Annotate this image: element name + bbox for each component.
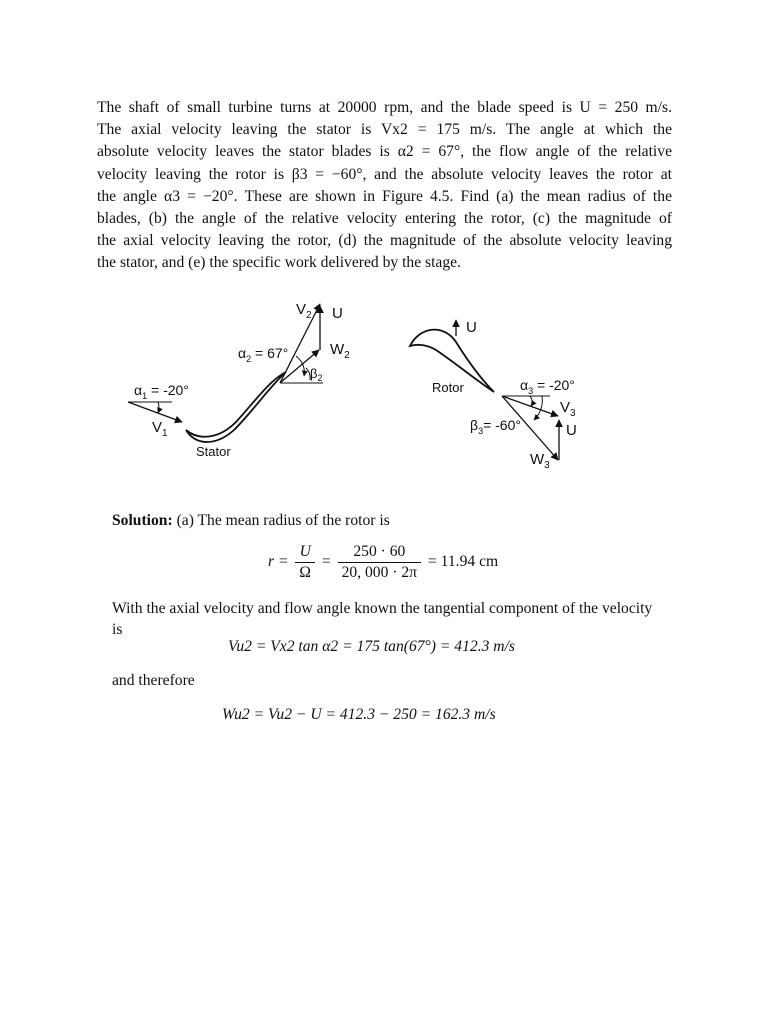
rotor-label: Rotor: [432, 380, 464, 395]
u-label-stator: U: [332, 305, 343, 322]
stator-blade: [186, 372, 286, 442]
v3-label: $V_3$: [560, 399, 576, 419]
eq1-f2-numerator: 250 · 60: [338, 542, 421, 563]
w3-label: $W_3$: [530, 451, 550, 471]
problem-line-7: the axial velocity leaving the rotor, (d) the magnitude of the absolute velocity leaving: [97, 232, 672, 250]
w2-label: $W_2$: [330, 341, 350, 361]
velocity-triangle-figure: [110, 298, 590, 478]
equation-tangential-velocity: Vu2 = Vx2 tan α2 = 175 tan(67°) = 412.3 m/s: [228, 638, 515, 655]
alpha2-label: $\alpha_2 = 67^\circ$: [238, 345, 289, 364]
problem-line-4: velocity leaving the rotor is β3 = −60°, and the absolute velocity leaves the rotor at: [97, 165, 672, 183]
solution-intro: [112, 510, 390, 531]
solution-text-3: and therefore: [112, 672, 195, 689]
beta3-label: $\beta_3= -60^\circ$: [470, 417, 521, 436]
problem-line-8: the stator, and (e) the specific work delivered by the stage.: [97, 254, 461, 272]
problem-line-1: The shaft of small turbine turns at 20000 rpm, and the blade speed is U = 250 m/s.: [97, 99, 672, 116]
stator-label: Stator: [196, 444, 231, 459]
problem-line-5: the angle α3 = −20°. These are shown in Figure 4.5. Find (a) the mean radius of the: [97, 187, 672, 205]
problem-line-3: absolute velocity leaves the stator blades is α2 = 67°, the flow angle of the relative: [97, 143, 672, 161]
v2-label: $V_2$: [296, 301, 312, 321]
problem-statement: [97, 97, 672, 275]
alpha1-label: $\alpha_1 = -20^\circ$: [134, 382, 189, 401]
text2-line-1: With the axial velocity and flow angle known the tangential component of the velocity: [112, 600, 653, 617]
eq1-f2-denominator: 20, 000 · 2π: [341, 564, 418, 581]
equation-relative-tangential: Wu2 = Vu2 − U = 412.3 − 250 = 162.3 m/s: [222, 706, 496, 723]
solution-heading: Solution:: [112, 512, 173, 529]
solution-text-2: [112, 598, 672, 640]
solution-intro-text: (a) The mean radius of the rotor is: [176, 512, 390, 529]
eq1-f1-denominator: Ω: [299, 564, 311, 581]
problem-line-2: The axial velocity leaving the stator is Vx2 = 175 m/s. The angle at which the: [97, 121, 672, 139]
alpha3-label: $\alpha_3 = -20^\circ$: [520, 377, 575, 396]
v1-label: $V_1$: [152, 419, 168, 439]
beta2-label: $\beta_2$: [310, 366, 323, 383]
eq1-lhs: r =: [268, 553, 289, 571]
eq1-rhs: = 11.94 cm: [427, 553, 499, 571]
equation-mean-radius: r = $\frac{U}{\Omega}$ = $\frac{250 \cdot 60}{20, 000 \cdot 2\pi}$ = 11.94 cm: [268, 543, 499, 581]
eq1-fraction-1: [295, 542, 315, 583]
text2-line-2: is: [112, 621, 123, 638]
eq1-f1-numerator: U: [295, 542, 315, 563]
eq1-fraction-2: [338, 542, 421, 583]
u-label-rotor-top: U: [466, 319, 477, 336]
problem-line-6: blades, (b) the angle of the relative velocity entering the rotor, (c) the magnitude of: [97, 210, 672, 228]
u-label-rotor: U: [566, 422, 577, 439]
